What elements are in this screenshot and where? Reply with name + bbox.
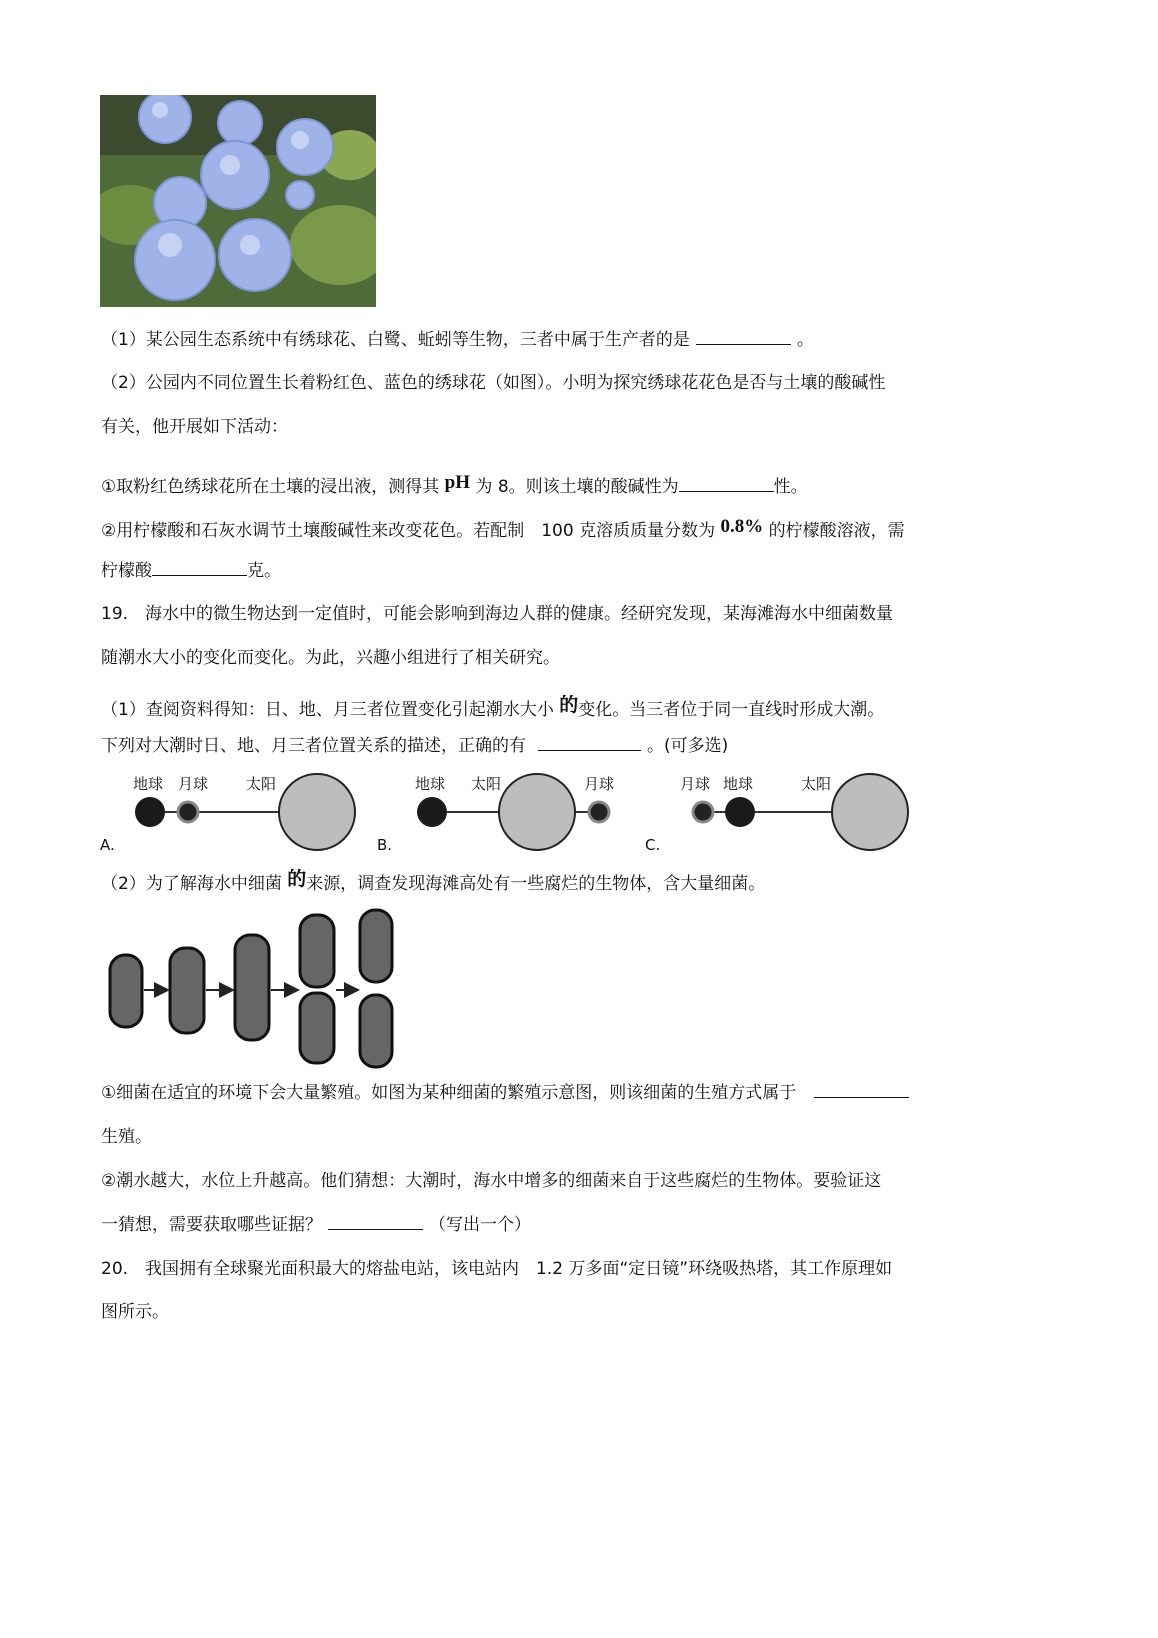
q19-step1-line2: 生殖。 — [101, 1127, 152, 1147]
q18-step2-cont: 柠檬酸 克。 — [101, 561, 281, 581]
moon-label: 月球 — [584, 775, 615, 793]
hydrangea-photo — [100, 95, 376, 307]
earth-label: 地球 — [133, 775, 164, 793]
earth-icon — [135, 797, 165, 827]
q18-part2-line2: 有关，他开展如下活动： — [101, 417, 288, 437]
answer-blank-producer[interactable] — [696, 328, 791, 345]
q19-intro-line2: 随潮水大小的变化而变化。为此，兴趣小组进行了相关研究。 — [101, 648, 560, 668]
option-b-label: B. — [377, 836, 393, 854]
q18-part1: （1）某公园生态系统中有绣球花、白鹭、蚯蚓等生物，三者中属于生产者的是 。 — [101, 330, 814, 350]
q19-step2-line1: ②潮水越大，水位上升越高。他们猜想：大潮时，海水中增多的细菌来自于这些腐烂的生物体。要验证这 — [101, 1171, 882, 1191]
answer-blank-evidence[interactable] — [328, 1213, 423, 1230]
option-a-label: A. — [100, 836, 115, 854]
q19-intro-line1: 19. 海水中的微生物达到一定值时，可能会影响到海边人群的健康。经研究发现，某海滩海水中细菌数量 — [101, 604, 894, 624]
q20-line1: 20. 我国拥有全球聚光面积最大的熔盐电站，该电站内 1.2 万多面“定日镜”环绕吸热塔，其工作原理如 — [101, 1259, 893, 1279]
option-c-diagram[interactable] — [645, 770, 915, 860]
q18-part2-line1: （2）公园内不同位置生长着粉红色、蓝色的绣球花（如图）。小明为探究绣球花花色是否与土壤的酸碱性 — [101, 373, 886, 393]
answer-blank-acidity[interactable] — [679, 475, 774, 492]
answer-blank-citric-mass[interactable] — [152, 559, 247, 576]
q19-step2-line2: 一猜想，需要获取哪些证据？ （写出一个） — [101, 1215, 531, 1235]
moon-icon — [178, 802, 198, 822]
q19-part1-line2: 下列对大潮时日、地、月三者位置关系的描述，正确的有 。(可多选) — [101, 736, 729, 756]
sun-label: 太阳 — [471, 775, 502, 793]
q18-step1: ①取粉红色绣球花所在土壤的浸出液，测得其 pH 为 8。则该土壤的酸碱性为 性。 — [101, 472, 808, 497]
option-b-diagram[interactable] — [377, 770, 637, 860]
option-c-label: C. — [645, 836, 661, 854]
bacteria-fission-diagram — [100, 905, 410, 1070]
sun-label: 太阳 — [246, 775, 277, 793]
earth-label: 地球 — [723, 775, 754, 793]
q20-line2: 图所示。 — [101, 1302, 169, 1322]
earth-label: 地球 — [415, 775, 446, 793]
answer-blank-reproduction[interactable] — [814, 1081, 909, 1098]
q19-part2: （2）为了解海水中细菌 的来源，调查发现海滩高处有一些腐烂的生物体，含大量细菌。 — [101, 869, 766, 894]
option-a-diagram[interactable] — [100, 770, 360, 860]
moon-label: 月球 — [178, 775, 209, 793]
q19-part1-line1: （1）查阅资料得知：日、地、月三者位置变化引起潮水大小 的变化。当三者位于同一直线时形成大潮。 — [101, 695, 885, 720]
sun-label: 太阳 — [801, 775, 832, 793]
q18-step2: ②用柠檬酸和石灰水调节土壤酸碱性来改变花色。若配制 100 克溶质质量分数为 0.8% 的柠檬酸溶液，需 — [101, 516, 905, 541]
sun-icon — [279, 774, 355, 850]
q19-step1-line1: ①细菌在适宜的环境下会大量繁殖。如图为某种细菌的繁殖示意图，则该细菌的生殖方式属于 — [101, 1081, 915, 1105]
answer-blank-tide[interactable] — [538, 734, 641, 751]
moon-label: 月球 — [680, 775, 711, 793]
